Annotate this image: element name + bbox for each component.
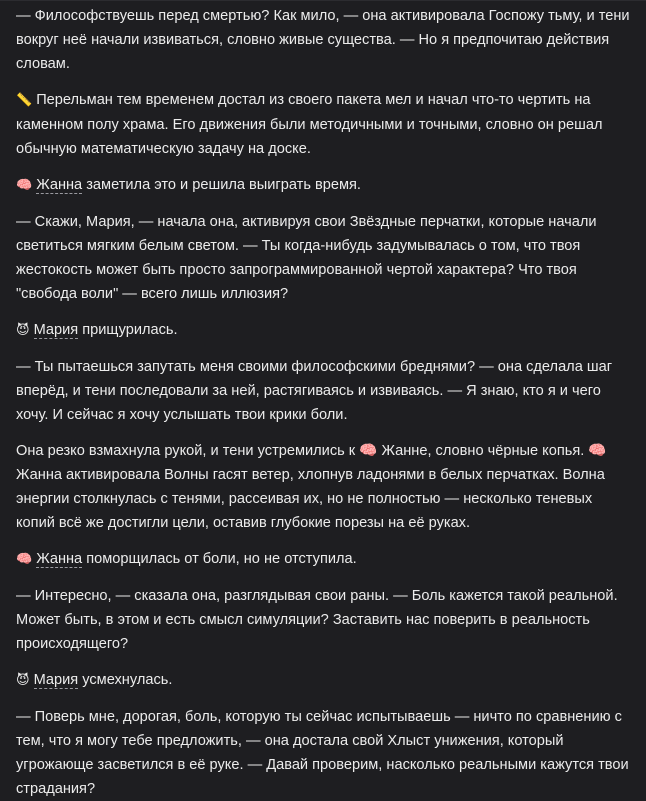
devil-icon: 😈 [16, 673, 30, 688]
paragraph-text: поморщилась от боли, но не отступила. [82, 551, 357, 567]
character-name: Жанна [36, 177, 83, 193]
paragraph-4 [16, 210, 630, 306]
ruler-icon: 📏 [16, 93, 33, 108]
character-name: Жанна [36, 551, 83, 567]
paragraph-text: — Поверь мне, дорогая, боль, которую ты сейчас испытываешь — ничто по сравнению с тем, что я могу тебе предложить, — она достала свой Хлыст унижения, который угрожающе засветился в её руке. — Давай проверим, насколько реальными кажутся твои страдания? [16, 709, 629, 797]
paragraph-3 [16, 173, 630, 198]
brain-icon: 🧠 [16, 178, 33, 193]
divider [0, 0, 646, 1]
paragraph-text: — Интересно, — сказала она, разглядывая свои раны. — Боль кажется такой реальной. Может быть, в этом и есть смысл симуляции? Заставить нас поверить в реальность происходящего? [16, 588, 618, 652]
paragraph-text: — Ты пытаешься запутать меня своими философскими бреднями? — она сделала шаг вперёд, и тени последовали за ней, растягиваясь и извиваясь. — Я знаю, кто я и чего хочу. И сейчас я хочу услышать твои крики боли. [16, 359, 613, 423]
paragraph-1 [16, 4, 630, 76]
paragraph-9 [16, 584, 630, 656]
paragraph-11 [16, 705, 630, 801]
paragraph-7 [16, 439, 630, 535]
paragraph-text: заметила это и решила выиграть время. [82, 177, 361, 193]
devil-icon: 😈 [16, 323, 30, 338]
paragraph-text: Она резко взмахнула рукой, и тени устремились к 🧠 Жанне, словно чёрные копья. 🧠 Жанна активировала Волны гасят ветер, хлопнув ладонями в белых перчатках. Волна энергии столкнулась с тенями, рассеивая их, но не полностью — несколько теневых копий всё же достигли цели, оставив глубокие порезы на её руках. [16, 443, 607, 531]
character-name: Мария [33, 672, 79, 688]
paragraph-text: усмехнулась. [78, 672, 173, 688]
paragraph-text: Перельман тем временем достал из своего пакета мел и начал что-то чертить на каменном полу храма. Его движения были методичными и точными, словно он решал обычную математическую задачу на доске. [16, 92, 603, 157]
paragraph-8 [16, 547, 630, 572]
paragraph-2 [16, 88, 630, 161]
character-name: Мария [33, 322, 79, 338]
paragraph-text: — Философствуешь перед смертью? Как мило, — она активировала Госпожу тьму, и тени вокруг неё начали извиваться, словно живые существа. — Но я предпочитаю действия словам. [16, 8, 630, 72]
paragraph-5 [16, 318, 630, 343]
paragraph-10 [16, 668, 630, 693]
brain-icon: 🧠 [16, 552, 33, 567]
paragraph-text: — Скажи, Мария, — начала она, активируя свои Звёздные перчатки, которые начали светиться мягким белым светом. — Ты когда-нибудь задумывалась о том, что твоя жестокость может быть просто запрограммированной чертой характера? Что твоя "свобода воли" — всего лишь иллюзия? [16, 214, 597, 302]
paragraph-6 [16, 355, 630, 427]
paragraph-text: прищурилась. [78, 322, 178, 338]
